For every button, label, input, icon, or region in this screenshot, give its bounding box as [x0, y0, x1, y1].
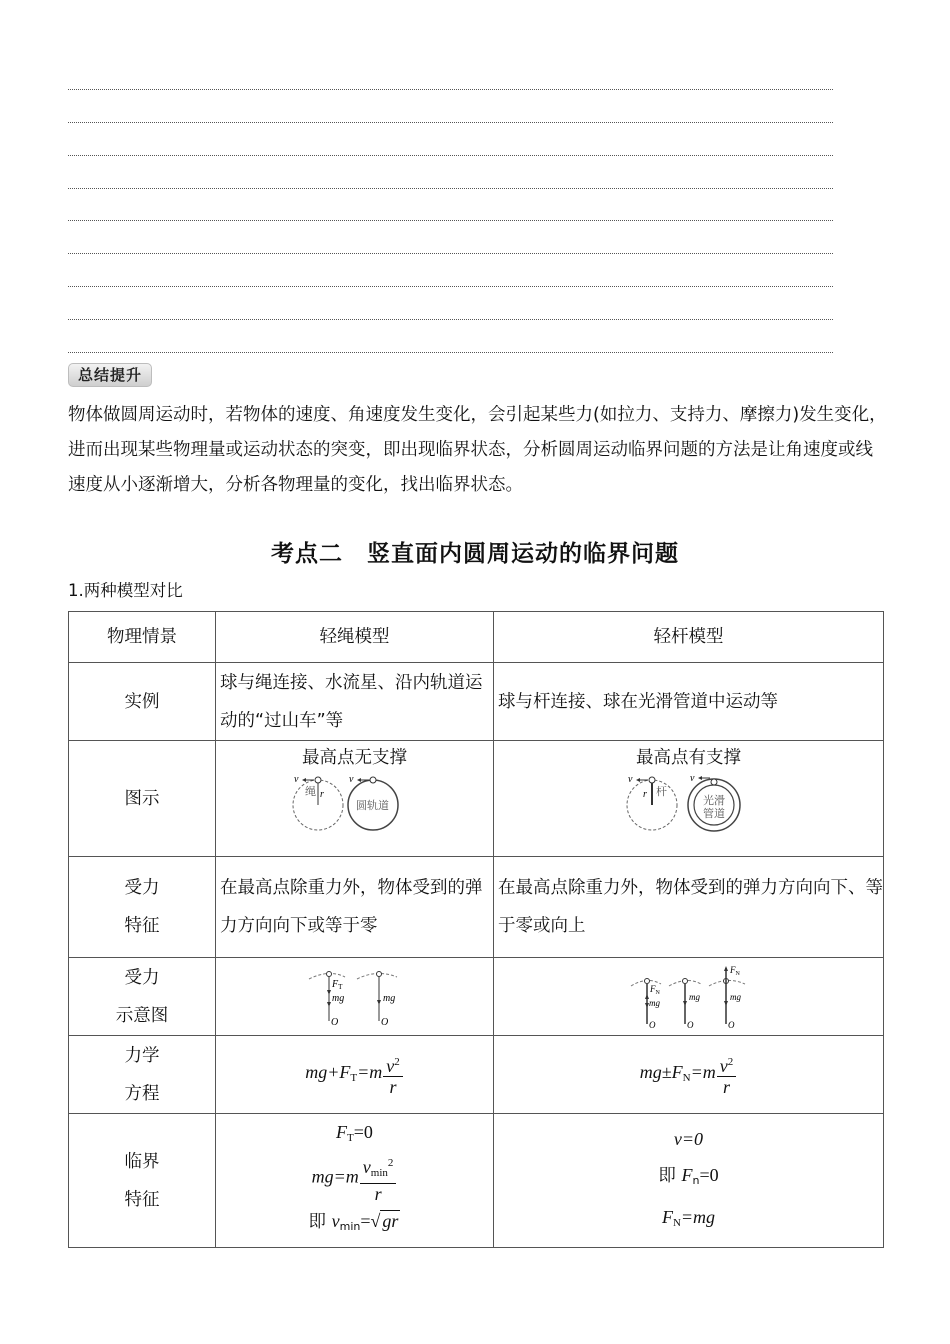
- row-label-force-feature: [69, 857, 216, 958]
- mg-label: mg: [382, 992, 395, 1004]
- answer-line: [68, 319, 833, 320]
- force-feature-rope: 在最高点除重力外，物体受到的弹力方向向下或等于零: [216, 857, 494, 958]
- row-label-example: 实例: [69, 663, 216, 741]
- header-scene: 物理情景: [69, 612, 216, 663]
- force-diagram-rope-cell: [216, 958, 494, 1036]
- force-diagram-rod-cell: [494, 958, 884, 1036]
- center-label: O: [686, 1019, 693, 1030]
- rod-model-figure: [624, 773, 754, 835]
- answer-line: [68, 155, 833, 156]
- diagram-rope-caption: 最高点无支撑: [302, 748, 407, 768]
- equation-rod-formula: $mg\pm F_N=m$ $\frac{v^2}{r}$: [640, 1062, 737, 1082]
- label-line: 力学: [124, 1045, 160, 1066]
- center-label: O: [648, 1019, 655, 1030]
- svg-text:FN: $F_N$: [649, 983, 660, 996]
- answer-line: [68, 188, 833, 189]
- row-label-critical: [69, 1114, 216, 1248]
- summary-text: 物体做圆周运动时，若物体的速度、角速度发生变化，会引起某些力(如拉力、支持力、摩擦力)发生变化，进而出现某些物理量或运动状态的突变，即出现临界状态，分析圆周运动临界问题的方法是让角速度或线速度从小逐渐增大，分析各物理量的变化，找出临界状态。: [68, 405, 887, 495]
- velocity-label: v: [293, 774, 298, 785]
- example-rope: 球与绳连接、水流星、沿内轨道运动的“过山车”等: [216, 663, 494, 741]
- radius-label: r: [642, 789, 647, 800]
- label-line: 受力: [124, 878, 160, 898]
- diagram-rope-cell: [216, 741, 494, 857]
- velocity-label: v: [627, 774, 632, 785]
- pipe-label: 光滑: [702, 794, 725, 807]
- row-label-diagram: 图示: [69, 741, 216, 857]
- force-feature-rod: 在最高点除重力外，物体受到的弹力方向向下、等于零或向上: [494, 857, 884, 958]
- label-line: 临界: [124, 1151, 160, 1172]
- center-label: O: [380, 1016, 388, 1028]
- section-title: 考点二 竖直面内圆周运动的临界问题: [271, 540, 679, 567]
- row-label-force-diagram: [69, 958, 216, 1036]
- summary-badge: 总结提升: [68, 363, 152, 387]
- radius-label: r: [319, 789, 324, 800]
- answer-line: [68, 253, 833, 254]
- critical-rod-line3: $F_N=mg$: [661, 1206, 716, 1229]
- rope-label: 绳: [304, 785, 316, 798]
- label-line: 特征: [124, 1189, 160, 1210]
- example-rod: 球与杆连接、球在光滑管道中运动等: [494, 663, 884, 741]
- model-comparison-table: [68, 611, 884, 1248]
- table-row: [69, 741, 884, 857]
- table-row: [69, 1036, 884, 1114]
- critical-rod-line2: 即 $F_n=0$: [658, 1164, 719, 1187]
- critical-rod-line1: v=0: [673, 1128, 704, 1149]
- rope-force-figure: [305, 965, 405, 1029]
- equation-rope-formula: $mg+F_T=m$ $\frac{v^2}{r}$: [305, 1062, 404, 1082]
- row-label-equation: [69, 1036, 216, 1114]
- answer-line: [68, 286, 833, 287]
- equation-rope: [216, 1036, 494, 1114]
- answer-line: [68, 122, 833, 123]
- table-row: [69, 857, 884, 958]
- rope-model-figure: [290, 773, 420, 835]
- mg-label: mg: [648, 997, 660, 1008]
- label-line: 示意图: [115, 1005, 169, 1026]
- answer-line: [68, 352, 833, 353]
- mg-label: mg: [688, 991, 700, 1002]
- critical-rope-line3: 即 $v_{min}=√$ gr: [308, 1211, 399, 1233]
- critical-rod: [494, 1114, 884, 1248]
- pipe-label: 管道: [702, 807, 725, 820]
- rod-force-figure: [629, 964, 749, 1030]
- track-label: 圆轨道: [355, 799, 389, 812]
- label-line: 方程: [124, 1083, 160, 1104]
- svg-text:FT: $F_T$: [331, 978, 342, 991]
- diagram-rod-caption: 最高点有支撑: [636, 748, 741, 768]
- critical-rope-line1: $F_T=0$: [336, 1122, 373, 1144]
- svg-text:FN: $F_N$: [729, 964, 740, 977]
- diagram-rod-cell: [494, 741, 884, 857]
- rod-label: 杆: [655, 785, 667, 798]
- section-subtitle: 1.两种模型对比: [68, 581, 183, 600]
- center-label: O: [330, 1016, 338, 1028]
- equation-rod: [494, 1036, 884, 1114]
- mg-label: mg: [331, 992, 344, 1004]
- table-row: [69, 612, 884, 663]
- velocity-label: v: [348, 774, 353, 785]
- table-row: [69, 663, 884, 741]
- center-label: O: [727, 1019, 734, 1030]
- header-rod: 轻杆模型: [494, 612, 884, 663]
- table-row: [69, 958, 884, 1036]
- velocity-label: v: [689, 773, 694, 784]
- header-rope: 轻绳模型: [216, 612, 494, 663]
- critical-rope: [216, 1114, 494, 1248]
- answer-line: [68, 220, 833, 221]
- answer-line: [68, 89, 833, 90]
- critical-rope-line2: mg=m $\frac{v_{min}^2}{r}$: [216, 1153, 493, 1204]
- table-row: [69, 1114, 884, 1248]
- label-line: 受力: [124, 967, 160, 988]
- mg-label: mg: [729, 991, 741, 1002]
- label-line: 特征: [124, 916, 160, 936]
